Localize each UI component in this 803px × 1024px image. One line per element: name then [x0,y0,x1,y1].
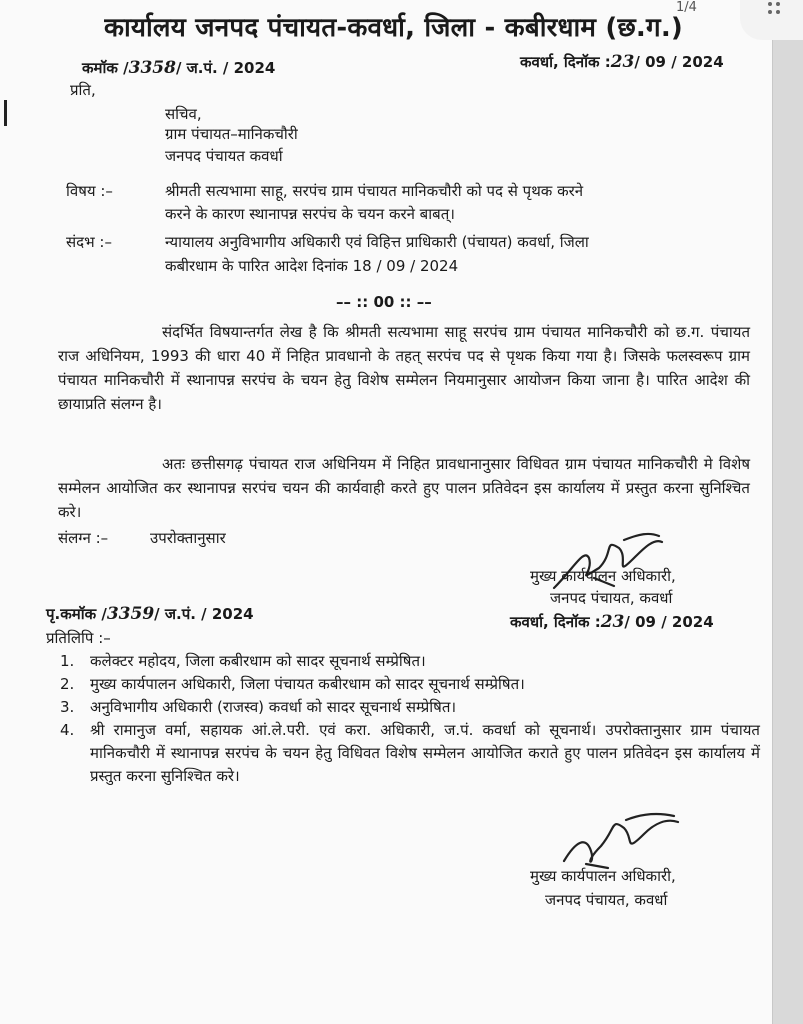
list-item-text: श्री रामानुज वर्मा, सहायक आं.ले.परी. एवं करा. अधिकारी, ज.पं. कवर्धा को सूचनार्थ। उपरोक्तानुसार ग्राम पंचायत मानिकचौरी में स्थानापन्न सरपंच के चयन हेतु विधिवत विशेष सम्मेलन आयोजित कराते हुए पालन प्रतिवेदन इस कार्यालय में प्रस्तुत करना सुनिश्चित करे। [90,721,760,785]
list-item-number: 1. [60,652,75,670]
copy-ref-number: 3359 [106,604,155,624]
letter-date-day: 23 [610,52,635,72]
signature-2-designation: मुख्य कार्यपालन अधिकारी, [530,867,676,885]
copy-label: प्रतिलिपि :– [46,629,111,647]
enclosure-value: उपरोक्तानुसार [150,529,226,547]
signature-1-date-day: 23 [600,612,625,632]
list-item [60,650,760,673]
copy-ref: पृ.कमॉक /3359/ ज.पं. / 2024 [46,604,254,624]
list-item [60,673,760,696]
subject-line-1: श्रीमती सत्यभामा साहू, सरपंच ग्राम पंचायत मानिकचौरी को पद से पृथक करने [165,182,584,200]
body-paragraph-2: अतः छत्तीसगढ़ पंचायत राज अधिनियम में निहित प्रावधानानुसार विधिवत ग्राम पंचायत मानिकचौरी मे विशेष सम्मेलन आयोजित कर स्थानापन्न सरपंच चयन की कार्यवाही करते हुए पालन प्रतिवेदन इस कार्यालय में प्रस्तुत करना सुनिश्चित करे। [58,455,750,521]
letter-ref-number: 3358 [128,58,176,78]
reference-line-2: कबीरधाम के पारित आदेश दिनांक 18 / 09 / 2024 [165,257,459,275]
letter-ref: कमॉक /3358/ ज.पं. / 2024 [82,58,276,78]
list-item-number: 3. [60,698,75,716]
signature-2-office: जनपद पंचायत, कवर्धा [545,891,668,909]
signature-1-date: कवर्धा, दिनॉक :23/ 09 / 2024 [510,612,714,632]
copy-ref-suffix: ज.पं. / 2024 [164,605,254,623]
signature-1-date-month-year: 09 / 2024 [635,613,714,631]
list-item-text: कलेक्टर महोदय, जिला कबीरधाम को सादर सूचनार्थ सम्प्रेषित। [90,652,426,670]
letter-date-label: कवर्धा, दिनॉक [520,53,600,71]
enclosure-label: संलग्न :– [58,529,109,547]
letter-date-month-year: 09 / 2024 [645,53,724,71]
reference-line-1: न्यायालय अनुविभागीय अधिकारी एवं विहित्त प्राधिकारी (पंचायत) कवर्धा, जिला [165,233,589,251]
subject-label: विषय :– [66,182,113,200]
recipient-line-3: जनपद पंचायत कवर्धा [165,147,283,165]
recipient-line-1: सचिव, [165,105,202,123]
list-item-text: अनुविभागीय अधिकारी (राजस्व) कवर्धा को सादर सूचनार्थ सम्प्रेषित। [90,698,457,716]
body-paragraph-1: संदर्भित विषयान्तर्गत लेख है कि श्रीमती सत्यभामा साहू सरपंच ग्राम पंचायत मानिकचौरी को छ.ग. पंचायत राज अधिनियम, 1993 की धारा 40 में निहित प्रावधानो के तहत् सरपंच पद से पृथक किया गया है। जिसके फलस्वरूप ग्राम पंचायत मानिकचौरी में स्थानापन्न सरपंच के चयन हेतु विशेष सम्मेलन नियमानुसार आयोजन किया जाना है। पारित आदेश की छायाप्रति संलग्न है। [58,323,750,413]
list-item [60,719,760,788]
signature-1-office: जनपद पंचायत, कवर्धा [550,589,673,607]
letter-date: कवर्धा, दिनॉक :23/ 09 / 2024 [520,52,724,72]
margin-mark [4,100,7,126]
section-divider: –– :: 00 :: –– [336,293,432,311]
letter-ref-prefix: कमॉक [82,59,118,77]
letter-ref-suffix: ज.पं. / 2024 [186,59,276,77]
list-item-number: 4. [60,721,75,739]
subject-line-2: करने के कारण स्थानापन्न सरपंच के चयन करने बाबत्। [165,205,455,223]
signature-1-date-label: कवर्धा, दिनॉक [510,613,590,631]
page-counter: 1/4 [676,0,697,15]
signature-1-designation: मुख्य कार्यपालन अधिकारी, [530,567,676,585]
copy-list [60,650,760,788]
office-header-title: कार्यालय जनपद पंचायत-कवर्धा, जिला - कबीरधाम (छ.ग.) [104,13,683,43]
list-item [60,696,760,719]
reference-label: संदभ :– [66,233,112,251]
more-vert-icon[interactable] [768,2,790,24]
list-item-number: 2. [60,675,75,693]
copy-ref-prefix: पृ.कमॉक [46,605,97,623]
to-label: प्रति, [70,81,96,99]
recipient-line-2: ग्राम पंचायत–मानिकचौरी [165,125,298,143]
list-item-text: मुख्य कार्यपालन अधिकारी, जिला पंचायत कबीरधाम को सादर सूचनार्थ सम्प्रेषित। [90,675,525,693]
